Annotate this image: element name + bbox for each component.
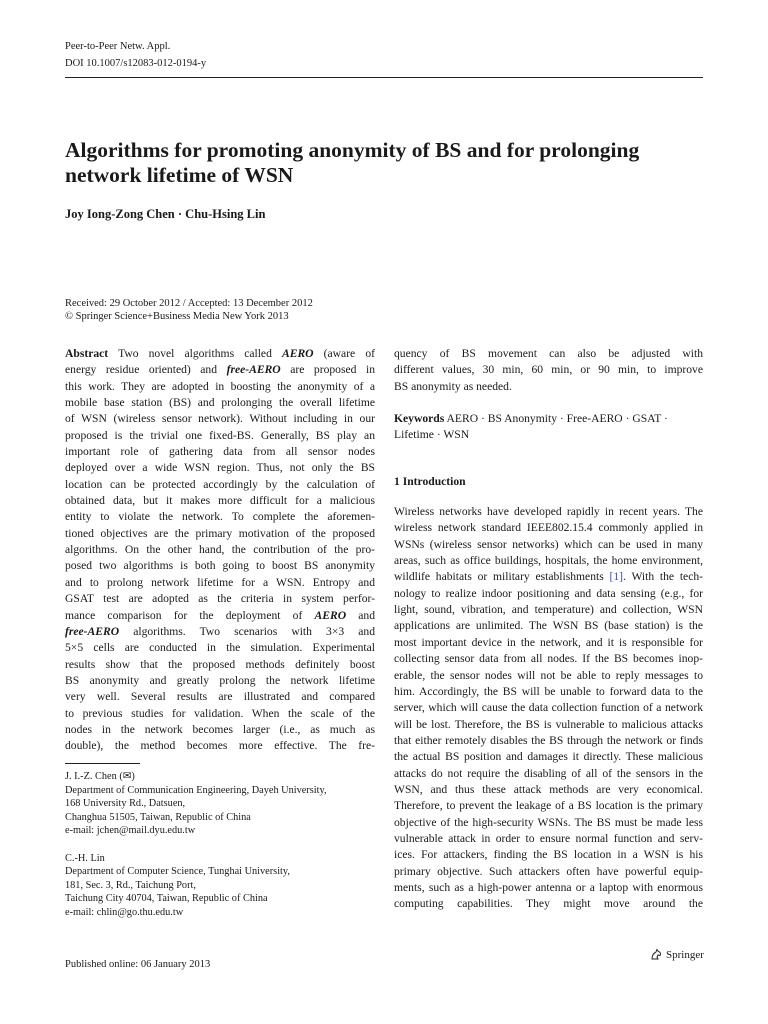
- title-line: network lifetime of WSN: [65, 163, 294, 187]
- section-heading: 1 Introduction: [394, 474, 466, 488]
- affiliation-line: J. I.-Z. Chen (✉): [65, 771, 135, 782]
- text-line: quency of BS movement can also be adjusted with: [394, 347, 703, 360]
- text-line: important role of gathering data from all sensor nodes: [65, 445, 375, 459]
- text-line: wildlife habitats or military establishments [1]. With the tech-: [394, 570, 703, 584]
- text-line: attacks do not require the disabling of all of the sensors in the: [394, 766, 703, 780]
- text-line: BS anonymity and greatly prolong the network lifetime: [65, 673, 375, 687]
- journal-name: Peer-to-Peer Netw. Appl.: [65, 41, 171, 52]
- affiliation-line: 168 University Rd., Datsuen,: [65, 798, 186, 810]
- keywords-list-cont: Lifetime · WSN: [394, 428, 470, 442]
- affiliation-line: Department of Computer Science, Tunghai University,: [65, 866, 290, 878]
- affiliation-line: C.-H. Lin: [65, 852, 105, 864]
- text-line: ments, such as a high-power antenna or a laptop with enormous: [394, 880, 703, 894]
- doi: DOI 10.1007/s12083-012-0194-y: [65, 58, 207, 69]
- footnote-separator: [65, 763, 140, 764]
- text-line: this work. They are adopted in boosting the anonymity of a: [65, 379, 375, 393]
- text-line: tioned objectives are the primary motivation of the proposed: [65, 526, 375, 540]
- text-line: location can be protected accordingly by the calculation of: [65, 477, 375, 491]
- email-link[interactable]: e-mail: jchen@mail.dyu.edu.tw: [65, 825, 196, 837]
- text-line: free-AERO algorithms. Two scenarios with 3×3 and: [65, 624, 375, 638]
- keywords-label: Keywords: [394, 412, 445, 426]
- received-accepted: Received: 29 October 2012 / Accepted: 13 December 2012: [65, 298, 313, 309]
- springer-horse-icon: [650, 948, 663, 961]
- title-line: Algorithms for promoting anonymity of BS and for prolonging: [65, 138, 640, 162]
- text-line: areas, such as office buildings, hospitals, the home environment,: [394, 554, 703, 568]
- text-line: WSN, and thus these attack methods are very economical.: [394, 782, 703, 796]
- right-column: [394, 346, 703, 913]
- text-line: light, sound, vibration, and temperature) and collection, WSN: [394, 603, 703, 617]
- text-line: server, which will cause the data collection function of a network: [394, 701, 703, 715]
- text-line: vulnerable attack in order to ensure normal function and serv-: [394, 831, 703, 845]
- abstract-label: Abstract: [65, 347, 109, 360]
- affiliation-line: 181, Sec. 3, Rd., Taichung Port,: [65, 879, 196, 891]
- affiliation-line: Taichung City 40704, Taiwan, Republic of China: [65, 893, 268, 905]
- text-line: erable, the sensor nodes will not be able to reply messages to: [394, 668, 703, 682]
- publisher-name: Springer: [666, 948, 704, 961]
- published-online: Published online: 06 January 2013: [65, 959, 211, 970]
- text-line: mobile base station (BS) and prolonging the overall lifetime: [65, 396, 375, 410]
- copyright: © Springer Science+Business Media New York 2013: [65, 311, 289, 322]
- introduction-body: [394, 504, 703, 913]
- text-line: mance comparison for the deployment of AERO and: [65, 608, 375, 622]
- text-line: Therefore, to prevent the leakage of a BS location is the primary: [394, 799, 703, 813]
- text-line: energy residue oriented) and free-AERO are proposed in: [65, 363, 375, 377]
- publisher-mark: [650, 948, 704, 961]
- text-line: of WSN (wireless sensor network). Without including in our: [65, 412, 375, 426]
- text-line: nology to realize indoor positioning and data sensing (e.g., for: [394, 586, 703, 600]
- text-line: and to prolong network lifetime for a WSN. Entropy and: [65, 575, 375, 589]
- keywords-list: AERO · BS Anonymity · Free-AERO · GSAT ·: [446, 412, 668, 426]
- text-line: the actual BS position and damages it directly. These malicious: [394, 750, 703, 764]
- journal-header: [65, 38, 206, 72]
- text-line: proposed is the trivial one fixed-BS. Generally, BS play an: [65, 428, 375, 442]
- text-line: applications are unlimited. The WSN BS (base station) is the: [394, 619, 703, 633]
- text-line: algorithms. On the other hand, the contribution of the pro-: [65, 543, 375, 557]
- email-link[interactable]: e-mail: chlin@go.thu.edu.tw: [65, 906, 184, 918]
- abstract-continuation: [394, 346, 703, 395]
- text-line: that either remotely disables the BS through the network or finds: [394, 733, 703, 747]
- text-line: WSNs (wireless sensor networks) which can be used in many: [394, 537, 703, 551]
- affiliation-line: Changhua 51505, Taiwan, Republic of China: [65, 811, 251, 823]
- text-line: entity to violate the network. To complete the aforemen-: [65, 510, 375, 524]
- keywords: [394, 411, 703, 444]
- affiliation-line: Department of Communication Engineering, Dayeh University,: [65, 784, 327, 796]
- text-line: objective of the high-security WSNs. The BS must be made less: [394, 815, 703, 829]
- text-line: obtained data, but it makes more difficult for a malicious: [65, 494, 375, 508]
- text-line: wireless network standard IEEE802.15.4 commonly applied in: [394, 521, 703, 535]
- affiliations: [65, 770, 327, 920]
- text-line: him. Accordingly, the BS will be unable to forward data to the: [394, 684, 703, 698]
- citation-link[interactable]: [1]: [609, 570, 624, 584]
- header-rule: [65, 77, 703, 78]
- authors: Joy Iong-Zong Chen · Chu-Hsing Lin: [65, 207, 266, 221]
- text-line: primary objective. Such attackers often have powerful equip-: [394, 864, 703, 878]
- text-line: very well. Several results are illustrated and compared: [65, 690, 375, 704]
- text-line: most important device in the network, and it is responsible for: [394, 635, 703, 649]
- dates-block: [65, 297, 313, 323]
- text-line: nodes in the network becomes larger (i.e., as much as: [65, 722, 375, 736]
- paper-title: [65, 138, 705, 188]
- text-line: different values, 30 min, 60 min, or 90 min, to improve: [394, 363, 703, 377]
- text-line: computing capabilities. They might move around the: [394, 897, 703, 911]
- text-line: Abstract Two novel algorithms called AERO (aware of: [65, 347, 375, 360]
- text-line: 5×5 cells are conducted in the simulation. Experimental: [65, 641, 375, 655]
- text-line: deployed over a wide WSN region. Thus, not only the BS: [65, 461, 375, 475]
- text-line: GSAT test are adopted as the criteria in system perfor-: [65, 592, 375, 606]
- text-line: ices. For attackers, finding the BS location in a WSN is his: [394, 848, 703, 862]
- text-line: Wireless networks have developed rapidly in recent years. The: [394, 505, 703, 519]
- text-line: results show that the proposed methods definitely boost: [65, 657, 375, 671]
- text-line: posed two algorithms is both going to boost BS anonymity: [65, 559, 375, 573]
- text-line: double), the method becomes more effective. The fre-: [65, 739, 375, 753]
- abstract: [65, 346, 375, 755]
- text-line: to previous studies for validation. When the scale of the: [65, 706, 375, 720]
- text-line: BS anonymity as needed.: [394, 379, 512, 393]
- text-line: will be lost. Therefore, the BS is vulnerable to malicious attacks: [394, 717, 703, 731]
- text-line: collecting sensor data from all nodes. If the BS becomes inop-: [394, 652, 703, 666]
